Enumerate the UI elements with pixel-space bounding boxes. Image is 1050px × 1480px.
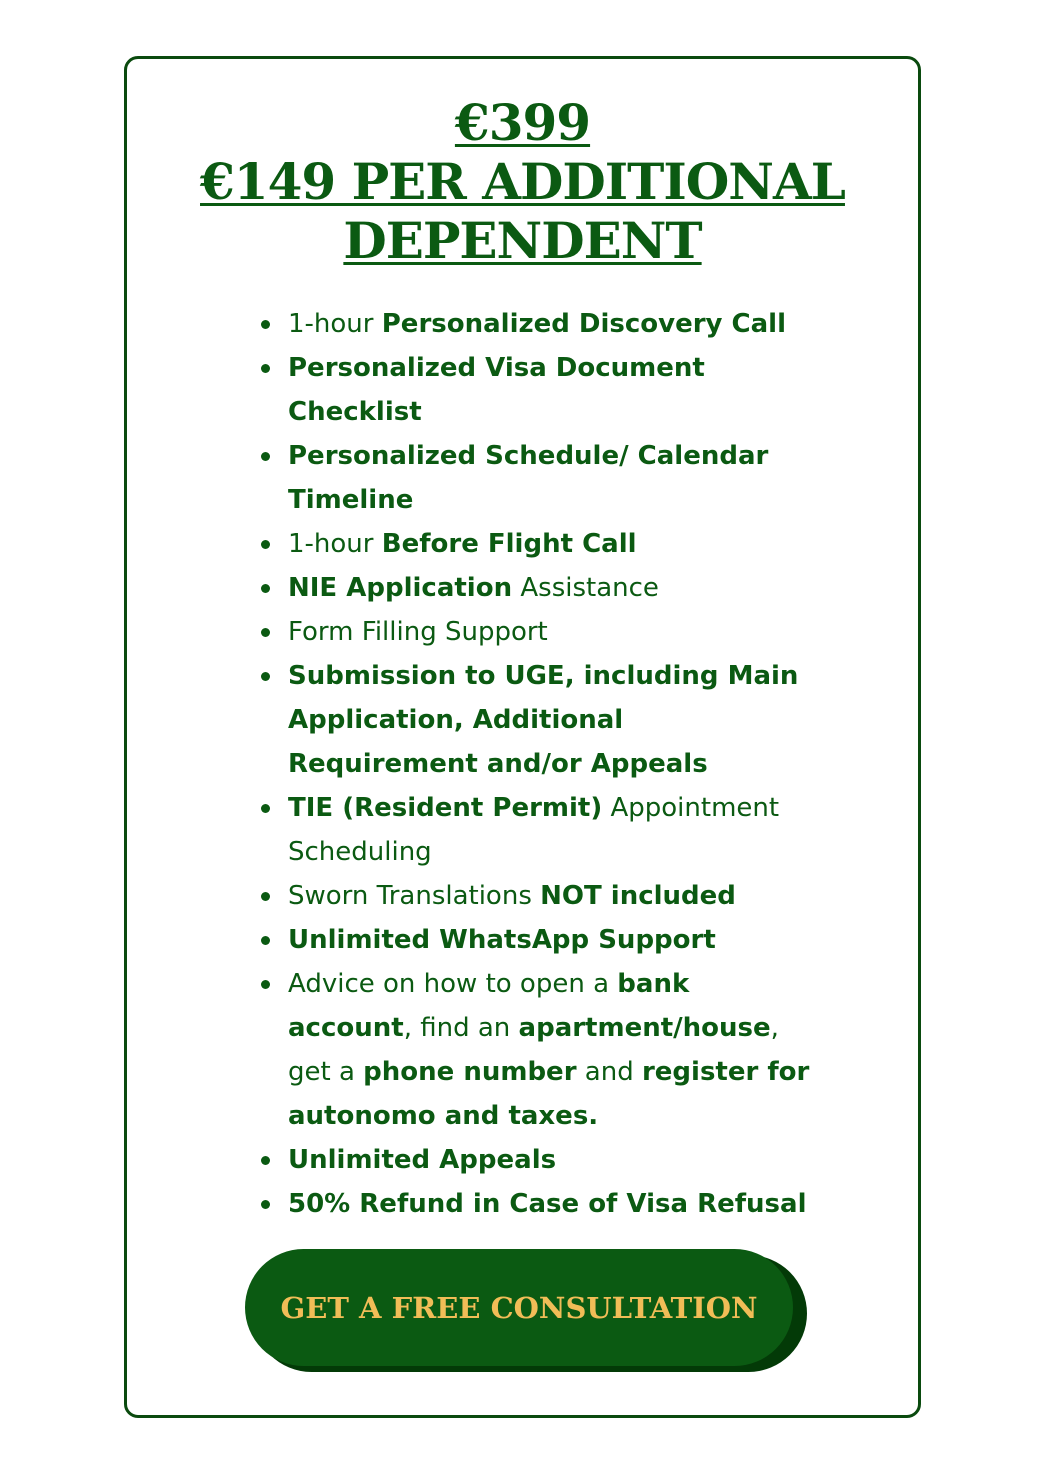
- pricing-card: [124, 56, 921, 1418]
- feature-item: [261, 566, 821, 610]
- feature-text: and: [576, 1057, 642, 1087]
- feature-text: , find an: [403, 1013, 519, 1043]
- feature-text-bold: Unlimited Appeals: [288, 1145, 557, 1175]
- feature-item: [261, 918, 821, 962]
- feature-text-bold: phone number: [363, 1057, 577, 1087]
- feature-item: [261, 962, 821, 1138]
- feature-text: Advice on how to open a: [288, 969, 618, 999]
- feature-item: [261, 786, 821, 874]
- feature-text-bold: Unlimited WhatsApp Support: [288, 925, 716, 955]
- price-value: €399: [454, 93, 591, 152]
- feature-text-bold: Personalized Schedule/ Calendar Timeline: [288, 441, 769, 515]
- feature-item: [261, 610, 821, 654]
- feature-text-bold: 50% Refund in Case of Visa Refusal: [288, 1189, 807, 1219]
- feature-text: Assistance: [512, 573, 659, 603]
- feature-item: [261, 522, 821, 566]
- feature-text: 1-hour: [288, 529, 382, 559]
- feature-text: Form Filling Support: [288, 617, 548, 647]
- feature-text-bold: apartment/house: [518, 1013, 771, 1043]
- feature-text-bold: register for autonomo and taxes.: [288, 1057, 810, 1131]
- feature-text-bold: Personalized Discovery Call: [381, 309, 787, 339]
- feature-text-bold: Before Flight Call: [381, 529, 637, 559]
- feature-text-bold: Personalized Visa Document Checklist: [288, 353, 705, 427]
- additional-price-text-2: DEPENDENT: [343, 211, 702, 270]
- feature-text: Sworn Translations: [288, 881, 541, 911]
- feature-text-bold: NIE Application: [288, 573, 513, 603]
- feature-item: [261, 1182, 821, 1226]
- feature-item: [261, 654, 821, 786]
- feature-item: [261, 434, 821, 522]
- additional-price-line-2: [127, 211, 918, 270]
- feature-text: Appointment Scheduling: [288, 793, 780, 867]
- additional-price-line-1: [127, 152, 918, 211]
- feature-text: , get a: [288, 1013, 779, 1087]
- feature-item: [261, 1138, 821, 1182]
- feature-text: 1-hour: [288, 309, 382, 339]
- feature-item: [261, 302, 821, 346]
- feature-item: [261, 874, 821, 918]
- price-header: [127, 93, 918, 270]
- feature-text-bold: bank account: [288, 969, 690, 1043]
- features-list: [261, 302, 821, 1226]
- additional-price-text-1: €149 PER ADDITIONAL: [200, 152, 845, 211]
- feature-text-bold: TIE (Resident Permit): [288, 793, 603, 823]
- feature-text-bold: NOT included: [540, 881, 736, 911]
- feature-item: [261, 346, 821, 434]
- free-consultation-button[interactable]: GET A FREE CONSULTATION: [245, 1249, 793, 1366]
- feature-text-bold: Submission to UGE, including Main Application, Additional Requirement and/or Appeals: [288, 661, 799, 779]
- price-line: [127, 93, 918, 152]
